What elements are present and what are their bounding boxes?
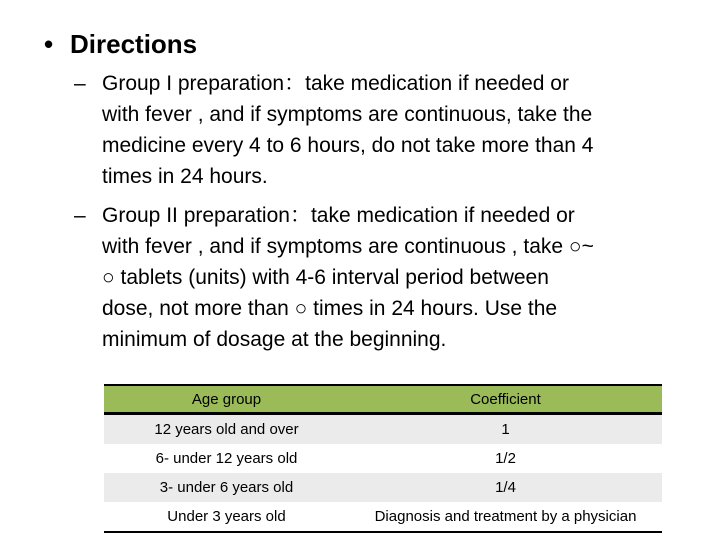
group-ii-item — [74, 200, 684, 355]
coefficient-cell: 1/4 — [349, 473, 662, 502]
group-i-item — [74, 68, 684, 192]
table-header-row — [104, 385, 662, 414]
table-row — [104, 502, 662, 532]
group-i-line-4: times in 24 hours. — [102, 165, 268, 188]
group-i-line-2: with fever , and if symptoms are continuous, take the — [102, 103, 593, 126]
age-cell: 12 years old and over — [104, 414, 349, 445]
coefficient-cell: Diagnosis and treatment by a physician — [349, 502, 662, 532]
coefficient-cell: 1 — [349, 414, 662, 445]
dash-icon: – — [74, 204, 86, 227]
table-row — [104, 414, 662, 445]
age-cell: Under 3 years old — [104, 502, 349, 532]
group-ii-line-4: dose, not more than ○ times in 24 hours. Use the — [102, 297, 558, 320]
header-coefficient: Coefficient — [349, 385, 662, 414]
age-cell: 3- under 6 years old — [104, 473, 349, 502]
table-row — [104, 444, 662, 473]
bullet-icon: • — [44, 29, 54, 59]
heading-title: Directions — [70, 29, 198, 59]
header-age-group: Age group — [104, 385, 349, 414]
group-i-line-3: medicine every 4 to 6 hours, do not take more than 4 — [102, 134, 594, 157]
table-row — [104, 473, 662, 502]
group-i-line-1: Group I preparation：take medication if needed or — [102, 72, 569, 95]
group-ii-line-3: ○ tablets (units) with 4-6 interval period between — [102, 266, 549, 289]
dash-icon: – — [74, 72, 86, 95]
coefficient-table — [104, 384, 662, 533]
group-ii-line-2: with fever , and if symptoms are continuous , take ○~ — [102, 235, 594, 258]
group-ii-line-1: Group II preparation：take medication if needed or — [102, 204, 575, 227]
coefficient-cell: 1/2 — [495, 450, 516, 467]
age-cell: 6- under 12 years old — [155, 450, 298, 467]
directions-heading — [44, 26, 197, 62]
group-ii-line-5: minimum of dosage at the beginning. — [102, 328, 447, 351]
